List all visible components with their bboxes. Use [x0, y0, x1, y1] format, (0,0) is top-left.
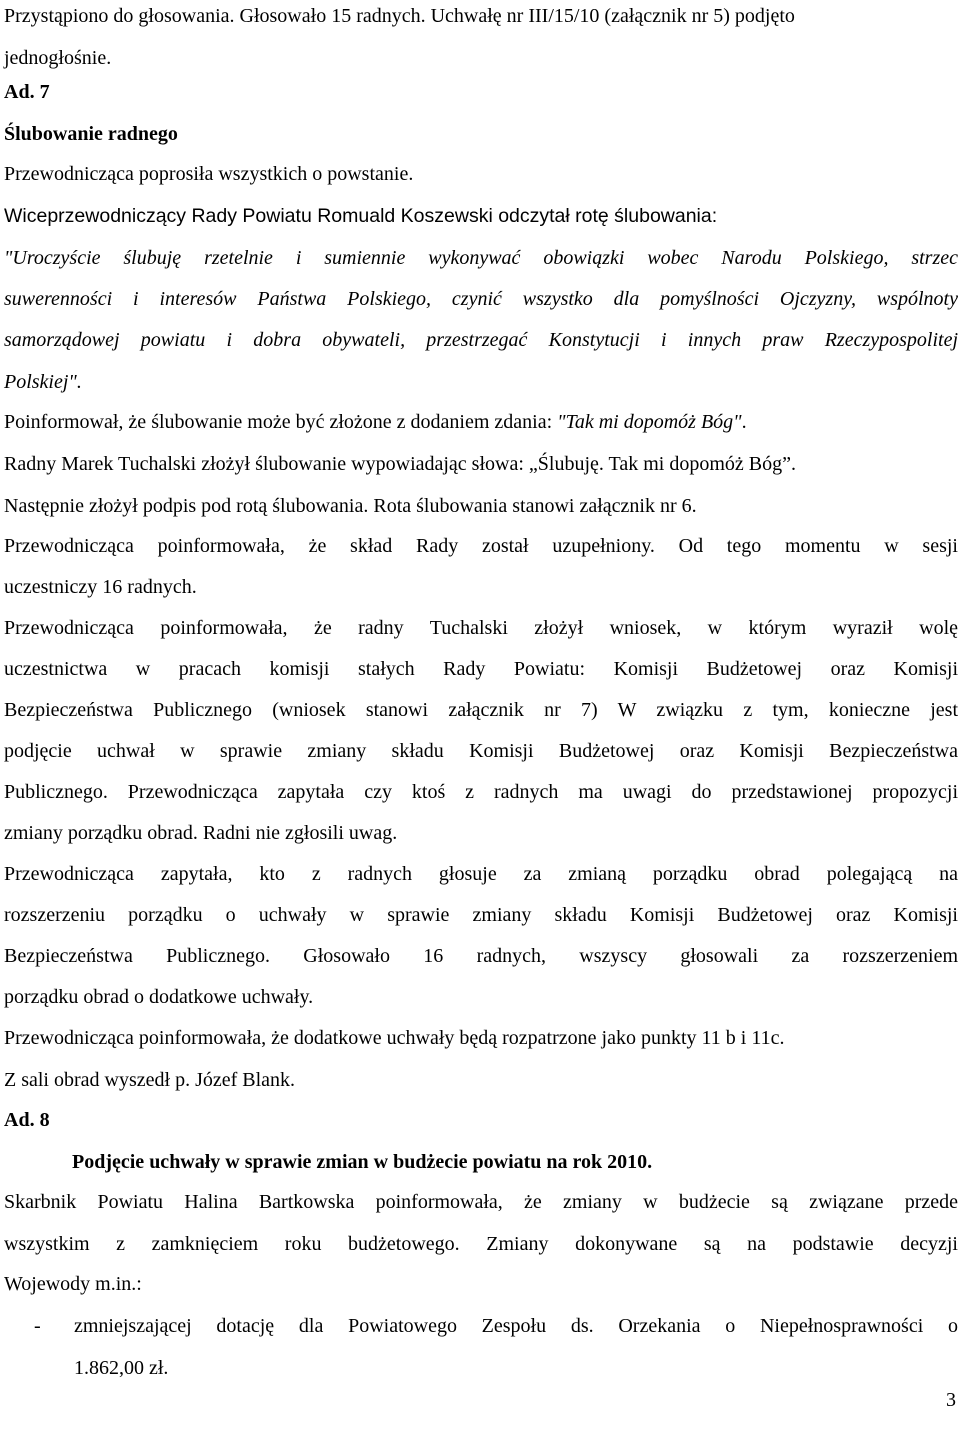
- paragraph-line: Przewodnicząca poinformowała, że skład Rady został uzupełniony. Od tego momentu w sesji: [4, 535, 958, 557]
- info-quote: "Tak mi dopomóż Bóg": [557, 411, 742, 433]
- info-end: .: [741, 411, 747, 433]
- paragraph-line: Przystąpiono do głosowania. Głosowało 15 radnych. Uchwałę nr III/15/10 (załącznik nr 5) podjęto: [4, 5, 795, 27]
- paragraph-line: Następnie złożył podpis pod rotą ślubowania. Rota ślubowania stanowi załącznik nr 6.: [4, 495, 697, 517]
- paragraph-line: rozszerzeniu porządku o uchwały w sprawie zmiany składu Komisji Budżetowej oraz Komisji: [4, 904, 958, 926]
- paragraph-line: Bezpieczeństwa Publicznego (wniosek stanowi załącznik nr 7) W związku z tym, konieczne jest: [4, 699, 958, 721]
- paragraph-line: Z sali obrad wyszedł p. Józef Blank.: [4, 1069, 296, 1091]
- paragraph-line: Wiceprzewodniczący Rady Powiatu Romuald Koszewski odczytał rotę ślubowania:: [4, 205, 718, 227]
- paragraph-line: Przewodnicząca poinformowała, że dodatkowe uchwały będą rozpatrzone jako punkty 11 b i 11c.: [4, 1027, 785, 1049]
- paragraph-line: uczestnictwa w pracach komisji stałych Rady Powiatu: Komisji Budżetowej oraz Komisji: [4, 658, 958, 680]
- paragraph-line: jednogłośnie.: [4, 47, 112, 69]
- paragraph-line: zmiany porządku obrad. Radni nie zgłosili uwag.: [4, 822, 398, 844]
- paragraph-line: Wojewody m.in.:: [4, 1273, 142, 1295]
- paragraph-line: Skarbnik Powiatu Halina Bartkowska poinformowała, że zmiany w budżecie są związane przede: [4, 1191, 958, 1213]
- info-text: Poinformował, że ślubowanie może być złożone z dodaniem zdania:: [4, 411, 558, 433]
- page-number: 3: [946, 1389, 956, 1411]
- paragraph-line: Przewodnicząca poinformowała, że radny Tuchalski złożył wniosek, w którym wyraził wolę: [4, 617, 958, 639]
- oath-text-line: suwerenności i interesów Państwa Polskiego, czynić wszystko dla pomyślności Ojczyzny, wspólnoty: [4, 288, 958, 310]
- oath-text-line: samorządowej powiatu i dobra obywateli, przestrzegać Konstytucji i innych praw Rzeczypospolitej: [4, 329, 958, 351]
- section-heading-ad7: Ad. 7: [4, 81, 50, 103]
- oath-text-line: Polskiej".: [4, 371, 82, 393]
- paragraph-line: Przewodnicząca zapytała, kto z radnych głosuje za zmianą porządku obrad polegającą na: [4, 863, 958, 885]
- paragraph-line: wszystkim z zamknięciem roku budżetowego. Zmiany dokonywane są na podstawie decyzji: [4, 1233, 958, 1255]
- bullet-dash: -: [34, 1315, 41, 1337]
- paragraph-line: Przewodnicząca poprosiła wszystkich o powstanie.: [4, 163, 414, 185]
- bullet-item-line: 1.862,00 zł.: [74, 1357, 169, 1379]
- bullet-item-line: zmniejszającej dotację dla Powiatowego Zespołu ds. Orzekania o Niepełnosprawności o: [74, 1315, 958, 1337]
- section-title-ad8: Podjęcie uchwały w sprawie zmian w budżecie powiatu na rok 2010.: [72, 1151, 653, 1173]
- section-heading-ad8: Ad. 8: [4, 1109, 50, 1131]
- paragraph-line: Radny Marek Tuchalski złożył ślubowanie wypowiadając słowa: „Ślubuję. Tak mi dopomóż Bóg”.: [4, 453, 796, 475]
- paragraph-line: Bezpieczeństwa Publicznego. Głosowało 16 radnych, wszyscy głosowali za rozszerzeniem: [4, 945, 958, 967]
- section-title-ad7: Ślubowanie radnego: [4, 123, 178, 145]
- paragraph-line: podjęcie uchwał w sprawie zmiany składu Komisji Budżetowej oraz Komisji Bezpieczeństwa: [4, 740, 958, 762]
- paragraph-line: [4, 410, 747, 434]
- paragraph-line: Publicznego. Przewodnicząca zapytała czy ktoś z radnych ma uwagi do przedstawionej propozycji: [4, 781, 958, 803]
- paragraph-line: porządku obrad o dodatkowe uchwały.: [4, 986, 314, 1008]
- paragraph-line: uczestniczy 16 radnych.: [4, 576, 197, 598]
- oath-text-line: "Uroczyście ślubuję rzetelnie i sumiennie wykonywać obowiązki wobec Narodu Polskiego, strzec: [4, 247, 958, 269]
